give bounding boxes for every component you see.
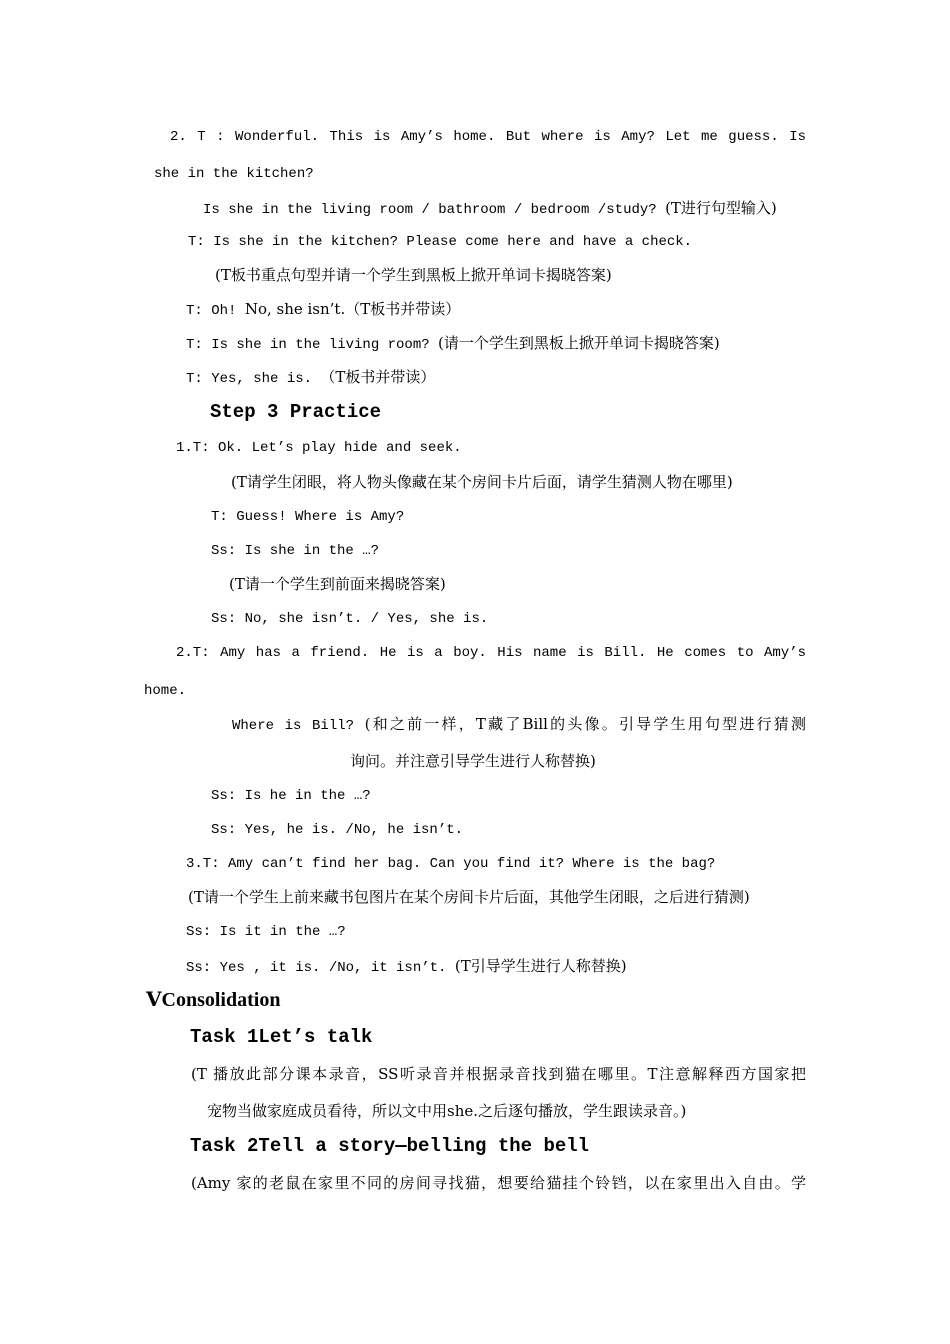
dialogue-line: T: Is she in the kitchen? Please come here and have a check. — [188, 234, 693, 250]
consolidation-heading: ⅤConsolidation — [146, 989, 281, 1011]
practice-line: Ss: Is it in the …? — [186, 924, 346, 940]
task-1-note: (T 播放此部分课本录音，SS听录音并根据录音找到猫在哪里。T注意解释西方国家把 — [191, 1065, 806, 1083]
practice-line: Ss: Yes, he is. /No, he isn’t. — [211, 822, 464, 838]
practice-line: 2.T: Amy has a friend. He is a boy. His name is Bill. He comes to Amy’s — [176, 645, 806, 661]
dialogue-line: Is she in the living room / bathroom / bedroom /study? (T进行句型输入) — [203, 199, 777, 218]
practice-line: Ss: No, she isn’t. / Yes, she is. — [211, 611, 489, 627]
teacher-note: (T请一个学生到前面来揭晓答案) — [229, 575, 446, 593]
practice-line: Ss: Yes , it is. /No, it isn’t. (T引导学生进行人称替换) — [186, 957, 627, 976]
practice-line: 1.T: Ok. Let’s play hide and seek. — [176, 440, 462, 456]
teacher-note: (T请学生闭眼，将人物头像藏在某个房间卡片后面，请学生猜测人物在哪里) — [231, 473, 733, 491]
practice-line: home. — [144, 683, 187, 699]
dialogue-line: T: Is she in the living room? (请一个学生到黑板上掀开单词卡揭晓答案) — [186, 334, 720, 353]
dialogue-line: T: Oh! No, she isn’t.（T板书并带读） — [186, 300, 461, 319]
task-2-note: (Amy 家的老鼠在家里不同的房间寻找猫，想要给猫挂个铃铛，以在家里出入自由。学 — [191, 1174, 806, 1192]
teacher-note: (T板书重点句型并请一个学生到黑板上掀开单词卡揭晓答案) — [215, 266, 612, 284]
practice-line: Ss: Is he in the …? — [211, 788, 371, 804]
teacher-note: 询问。并注意引导学生进行人称替换) — [350, 752, 596, 770]
step-3-heading: Step 3 Practice — [210, 401, 382, 423]
task-1-note: 宠物当做家庭成员看待，所以文中用she.之后逐句播放，学生跟读录音。) — [207, 1102, 687, 1120]
practice-line: Where is Bill? (和之前一样，T藏了Bill的头像。引导学生用句型进行猜测 — [232, 715, 806, 734]
practice-line: T: Guess! Where is Amy? — [211, 509, 405, 525]
task-1-heading: Task 1Let’s talk — [190, 1026, 373, 1048]
teacher-note: (T请一个学生上前来藏书包图片在某个房间卡片后面，其他学生闭眼，之后进行猜测) — [188, 888, 750, 906]
dialogue-line: 2. T : Wonderful. This is Amy’s home. But where is Amy? Let me guess. Is — [170, 129, 806, 145]
practice-line: Ss: Is she in the …? — [211, 543, 380, 559]
task-2-heading: Task 2Tell a story—belling the bell — [190, 1135, 590, 1157]
dialogue-line: T: Yes, she is. （T板书并带读） — [186, 368, 436, 387]
dialogue-line: she in the kitchen? — [154, 166, 314, 182]
practice-line: 3.T: Amy can’t find her bag. Can you find it? Where is the bag? — [186, 856, 716, 872]
